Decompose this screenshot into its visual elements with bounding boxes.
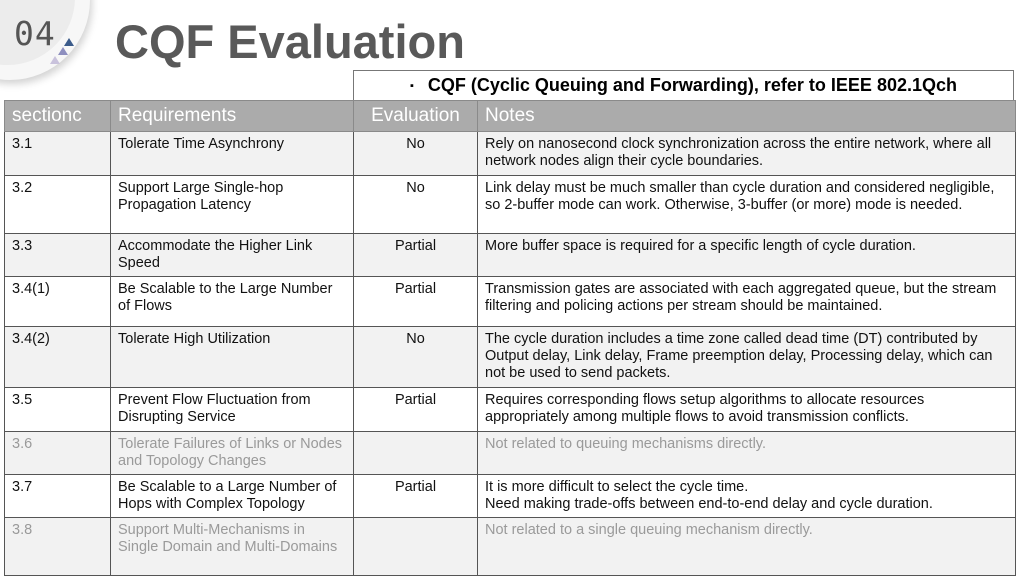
requirement-cell: Be Scalable to the Large Number of Flows bbox=[111, 277, 354, 327]
section-cell: 3.3 bbox=[5, 234, 111, 277]
section-cell: 3.8 bbox=[5, 518, 111, 576]
notes-cell: It is more difficult to select the cycle time. Need making trade-offs between end-to-end delay and cycle duration. bbox=[478, 475, 1016, 518]
section-cell: 3.7 bbox=[5, 475, 111, 518]
section-cell: 3.6 bbox=[5, 432, 111, 475]
page-title: CQF Evaluation bbox=[115, 15, 465, 68]
triangle-icon bbox=[64, 38, 74, 46]
requirement-cell: Be Scalable to a Large Number of Hops with Complex Topology bbox=[111, 475, 354, 518]
subtitle-box bbox=[353, 70, 1014, 100]
subtitle: CQF (Cyclic Queuing and Forwarding), refer to IEEE 802.1Qch bbox=[427, 75, 957, 95]
evaluation-cell bbox=[354, 518, 478, 576]
column-header-notes: Notes bbox=[478, 101, 1016, 132]
table-row bbox=[5, 327, 1016, 388]
evaluation-cell: No bbox=[354, 176, 478, 234]
requirement-cell: Tolerate Failures of Links or Nodes and Topology Changes bbox=[111, 432, 354, 475]
notes-cell: More buffer space is required for a specific length of cycle duration. bbox=[478, 234, 1016, 277]
table-row bbox=[5, 475, 1016, 518]
notes-cell: Link delay must be much smaller than cycle duration and considered negligible, so 2-buffer mode can work. Otherwise, 3-buffer (or more) mode is needed. bbox=[478, 176, 1016, 234]
requirement-cell: Tolerate Time Asynchrony bbox=[111, 132, 354, 176]
evaluation-cell: Partial bbox=[354, 277, 478, 327]
table-header-row bbox=[5, 101, 1016, 132]
notes-cell: Requires corresponding flows setup algorithms to allocate resources appropriately among multiple flows to avoid transmission conflicts. bbox=[478, 388, 1016, 432]
column-header-requirements: Requirements bbox=[111, 101, 354, 132]
section-cell: 3.5 bbox=[5, 388, 111, 432]
evaluation-cell: No bbox=[354, 132, 478, 176]
requirement-cell: Support Large Single-hop Propagation Latency bbox=[111, 176, 354, 234]
evaluation-cell: No bbox=[354, 327, 478, 388]
evaluation-cell: Partial bbox=[354, 234, 478, 277]
section-cell: 3.4(2) bbox=[5, 327, 111, 388]
column-header-evaluation: Evaluation bbox=[354, 101, 478, 132]
triangle-icon bbox=[50, 56, 60, 64]
column-header-section: sectionc bbox=[5, 101, 111, 132]
section-cell: 3.1 bbox=[5, 132, 111, 176]
notes-cell: Not related to a single queuing mechanism directly. bbox=[478, 518, 1016, 576]
table-row bbox=[5, 432, 1016, 475]
evaluation-cell bbox=[354, 432, 478, 475]
evaluation-cell: Partial bbox=[354, 388, 478, 432]
evaluation-table bbox=[4, 100, 1016, 576]
table-row bbox=[5, 388, 1016, 432]
requirement-cell: Tolerate High Utilization bbox=[111, 327, 354, 388]
notes-cell: Transmission gates are associated with each aggregated queue, but the stream filtering and policing actions per stream should be maintained. bbox=[478, 277, 1016, 327]
table-row bbox=[5, 132, 1016, 176]
section-cell: 3.4(1) bbox=[5, 277, 111, 327]
table-row bbox=[5, 518, 1016, 576]
requirement-cell: Accommodate the Higher Link Speed bbox=[111, 234, 354, 277]
requirement-cell: Support Multi-Mechanisms in Single Domain and Multi-Domains bbox=[111, 518, 354, 576]
table-row bbox=[5, 277, 1016, 327]
table-row bbox=[5, 234, 1016, 277]
evaluation-cell: Partial bbox=[354, 475, 478, 518]
triangle-icon bbox=[58, 47, 68, 55]
notes-cell: Not related to queuing mechanisms directly. bbox=[478, 432, 1016, 475]
notes-cell: Rely on nanosecond clock synchronization across the entire network, where all network nodes align their cycle boundaries. bbox=[478, 132, 1016, 176]
requirement-cell: Prevent Flow Fluctuation from Disrupting Service bbox=[111, 388, 354, 432]
notes-cell: The cycle duration includes a time zone called dead time (DT) contributed by Output delay, Link delay, Frame preemption delay, Processing delay, which can not be used to send packets. bbox=[478, 327, 1016, 388]
bullet-icon: ▪ bbox=[409, 79, 414, 92]
table-row bbox=[5, 176, 1016, 234]
slide-number: 04 bbox=[14, 14, 56, 53]
section-cell: 3.2 bbox=[5, 176, 111, 234]
